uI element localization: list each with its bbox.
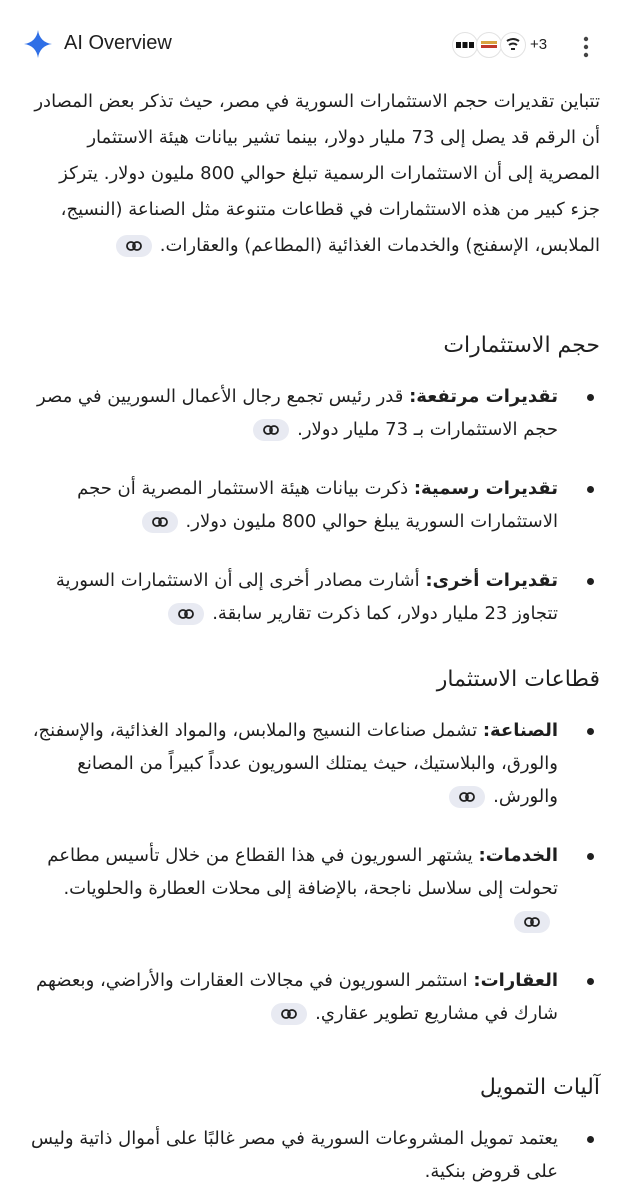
bullet-icon bbox=[587, 728, 594, 735]
bullet-icon bbox=[587, 486, 594, 493]
link-icon bbox=[524, 917, 540, 927]
ai-overview-header bbox=[0, 0, 622, 90]
citation-link-button[interactable] bbox=[271, 1003, 307, 1025]
link-icon bbox=[281, 1009, 297, 1019]
ai-sparkle-icon bbox=[24, 30, 52, 58]
list-item: تقديرات رسمية: ذكرت بيانات هيئة الاستثمار المصرية أن حجم الاستثمارات السورية يبلغ حوالي 800 مليون دولار. bbox=[30, 472, 600, 538]
list-item: العقارات: استثمر السوريون في مجالات العقارات والأراضي، وبعضهم شارك في مشاريع تطوير عقاري. bbox=[30, 964, 600, 1030]
intro-paragraph: تتباين تقديرات حجم الاستثمارات السورية في مصر، حيث تذكر بعض المصادر أن الرقم قد يصل إلى 73 مليار دولار، بينما تشير بيانات هيئة الاستثمار المصرية إلى أن الاستثمارات الرسمية تبلغ حوالي 800 مليون دولار. يتركز جزء كبير من هذه الاستثمارات في قطاعات متنوعة مثل الصناعة (النسيج، الملابس، الإسفنج) والخدمات الغذائية (المطاعم) والعقارات. bbox=[34, 91, 600, 256]
bullet-icon bbox=[587, 578, 594, 585]
bullet-icon bbox=[587, 1136, 594, 1143]
link-icon bbox=[263, 425, 279, 435]
link-icon bbox=[178, 609, 194, 619]
list-item: تقديرات أخرى: أشارت مصادر أخرى إلى أن الاستثمارات السورية تتجاوز 23 مليار دولار، كما ذكرت تقارير سابقة. bbox=[30, 564, 600, 630]
list-item: يعتمد تمويل المشروعات السورية في مصر غالبًا على أموال ذاتية وليس على قروض بنكية. bbox=[30, 1122, 600, 1188]
bullet-icon bbox=[587, 394, 594, 401]
link-icon bbox=[152, 517, 168, 527]
sources-button[interactable] bbox=[452, 30, 570, 60]
bullet-icon bbox=[587, 978, 594, 985]
bullet-icon bbox=[587, 853, 594, 860]
source-favicon-1 bbox=[452, 32, 478, 58]
source-favicon-2 bbox=[476, 32, 502, 58]
section-heading-investment-size: حجم الاستثمارات bbox=[443, 333, 600, 358]
section-heading-sectors: قطاعات الاستثمار bbox=[436, 667, 600, 692]
citation-link-button[interactable] bbox=[449, 786, 485, 808]
list-item: تقديرات مرتفعة: قدر رئيس تجمع رجال الأعمال السوريين في مصر حجم الاستثمارات بـ 73 مليار دولار. bbox=[30, 380, 600, 446]
citation-link-button[interactable] bbox=[514, 911, 550, 933]
section-heading-financing: آليات التمويل bbox=[479, 1075, 600, 1100]
citation-link-button[interactable] bbox=[253, 419, 289, 441]
citation-link-button[interactable] bbox=[142, 511, 178, 533]
list-item: الصناعة: تشمل صناعات النسيج والملابس، والمواد الغذائية، والإسفنج، والورق، والبلاستيك، حيث يمتلك السوريون عدداً كبيراً من المصانع والورش. bbox=[30, 714, 600, 813]
citation-link-button[interactable] bbox=[168, 603, 204, 625]
financing-list bbox=[30, 1122, 600, 1188]
ai-overview-title: AI Overview bbox=[64, 32, 172, 54]
link-icon bbox=[126, 241, 142, 251]
investment-size-list bbox=[30, 380, 600, 630]
list-item: الخدمات: يشتهر السوريون في هذا القطاع من خلال تأسيس مطاعم تحولت إلى سلاسل ناجحة، بالإضافة إلى محلات العطارة والحلويات. bbox=[30, 839, 600, 938]
more-options-icon[interactable] bbox=[580, 36, 592, 58]
sectors-list bbox=[30, 714, 600, 1030]
link-icon bbox=[459, 792, 475, 802]
sources-count: +3 bbox=[530, 36, 548, 53]
citation-link-button[interactable] bbox=[116, 235, 152, 257]
source-favicon-3 bbox=[500, 32, 526, 58]
